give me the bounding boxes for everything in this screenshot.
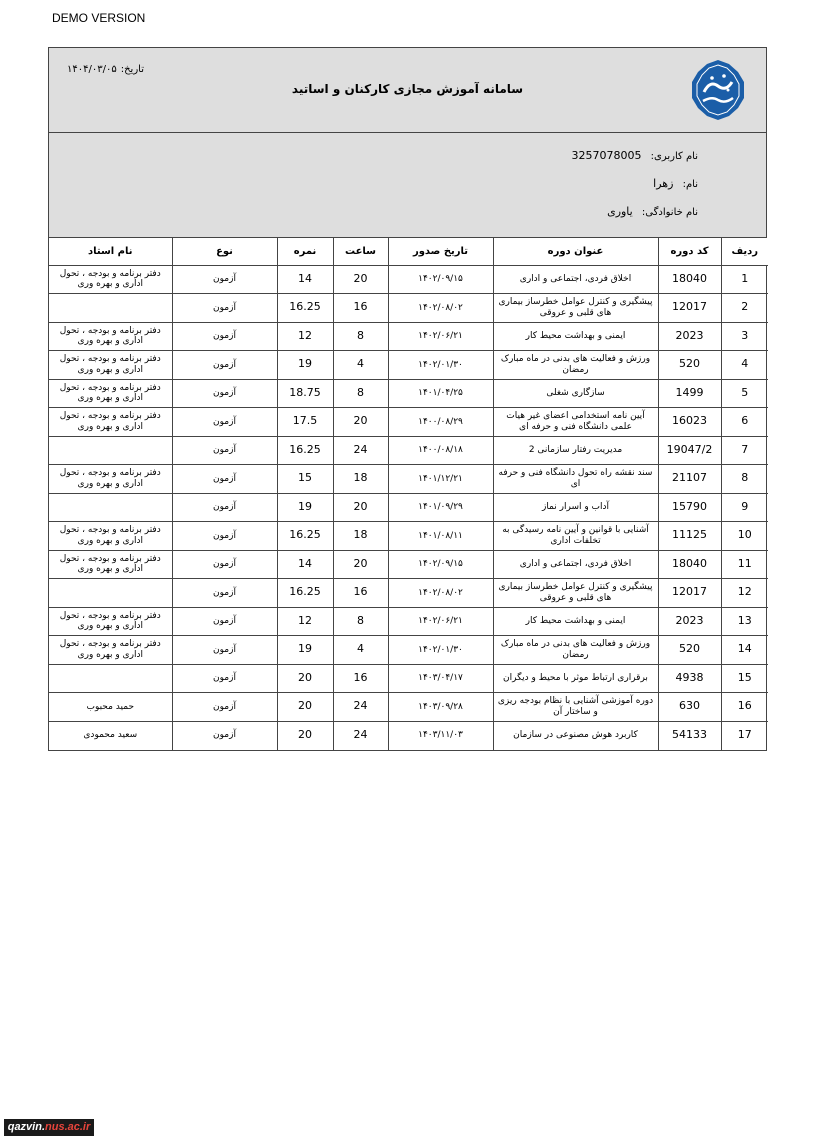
course-title-cell: دوره آموزشی آشنایی با نظام بودجه ریزی و ساختار آن bbox=[493, 693, 658, 722]
course-title-cell: اخلاق فردی، اجتماعی و اداری bbox=[493, 265, 658, 294]
table-row bbox=[49, 379, 768, 408]
score-cell: 17.5 bbox=[277, 408, 333, 437]
row-number-cell: 16 bbox=[721, 693, 768, 722]
course-code-cell: 54133 bbox=[658, 721, 721, 750]
teacher-cell bbox=[49, 664, 172, 693]
first-name-label: نام: bbox=[682, 179, 698, 190]
course-code-cell: 520 bbox=[658, 351, 721, 380]
score-cell: 14 bbox=[277, 265, 333, 294]
course-title-cell: آشنایی با قوانین و آیین نامه رسیدگی به تخلفات اداری bbox=[493, 522, 658, 551]
hours-cell: 16 bbox=[333, 294, 388, 323]
course-title-cell: سند نقشه راه تحول دانشگاه فنی و حرفه ای bbox=[493, 465, 658, 494]
score-cell: 18.75 bbox=[277, 379, 333, 408]
last-name-row bbox=[607, 205, 698, 218]
row-number-cell: 10 bbox=[721, 522, 768, 551]
row-number-cell: 6 bbox=[721, 408, 768, 437]
course-code-cell: 15790 bbox=[658, 493, 721, 522]
type-cell: آزمون bbox=[172, 465, 277, 494]
header-hours: ساعت bbox=[333, 238, 388, 265]
teacher-cell: حمید محبوب bbox=[49, 693, 172, 722]
user-info-panel bbox=[49, 133, 766, 238]
score-cell: 16.25 bbox=[277, 522, 333, 551]
issue-date-cell: ۱۴۰۰/۰۸/۲۹ bbox=[388, 408, 493, 437]
score-cell: 19 bbox=[277, 493, 333, 522]
row-number-cell: 14 bbox=[721, 636, 768, 665]
table-header-row bbox=[49, 238, 768, 265]
row-number-cell: 15 bbox=[721, 664, 768, 693]
table-row bbox=[49, 721, 768, 750]
teacher-cell: دفتر برنامه و بودجه ، تحول اداری و بهره وری bbox=[49, 636, 172, 665]
type-cell: آزمون bbox=[172, 664, 277, 693]
type-cell: آزمون bbox=[172, 607, 277, 636]
score-cell: 20 bbox=[277, 693, 333, 722]
type-cell: آزمون bbox=[172, 322, 277, 351]
type-cell: آزمون bbox=[172, 493, 277, 522]
course-title-cell: سازگاری شغلی bbox=[493, 379, 658, 408]
teacher-cell bbox=[49, 579, 172, 608]
demo-version-label: DEMO VERSION bbox=[52, 11, 146, 25]
issue-date-cell: ۱۴۰۱/۰۴/۲۵ bbox=[388, 379, 493, 408]
issue-date-cell: ۱۴۰۳/۱۱/۰۳ bbox=[388, 721, 493, 750]
table-row bbox=[49, 607, 768, 636]
score-cell: 19 bbox=[277, 351, 333, 380]
hours-cell: 16 bbox=[333, 579, 388, 608]
score-cell: 16.25 bbox=[277, 579, 333, 608]
table-row bbox=[49, 408, 768, 437]
teacher-cell: دفتر برنامه و بودجه ، تحول اداری و بهره وری bbox=[49, 265, 172, 294]
type-cell: آزمون bbox=[172, 379, 277, 408]
table-row bbox=[49, 322, 768, 351]
row-number-cell: 3 bbox=[721, 322, 768, 351]
course-code-cell: 4938 bbox=[658, 664, 721, 693]
site-footer-logo bbox=[4, 1119, 94, 1136]
type-cell: آزمون bbox=[172, 522, 277, 551]
score-cell: 15 bbox=[277, 465, 333, 494]
row-number-cell: 5 bbox=[721, 379, 768, 408]
teacher-cell: دفتر برنامه و بودجه ، تحول اداری و بهره وری bbox=[49, 379, 172, 408]
first-name-value: زهرا bbox=[653, 177, 674, 190]
username-row bbox=[571, 149, 698, 162]
issue-date-cell: ۱۴۰۱/۰۸/۱۱ bbox=[388, 522, 493, 551]
score-cell: 14 bbox=[277, 550, 333, 579]
hours-cell: 20 bbox=[333, 493, 388, 522]
issue-date-cell: ۱۴۰۲/۰۱/۳۰ bbox=[388, 351, 493, 380]
hours-cell: 24 bbox=[333, 436, 388, 465]
score-cell: 20 bbox=[277, 664, 333, 693]
score-cell: 20 bbox=[277, 721, 333, 750]
hours-cell: 18 bbox=[333, 465, 388, 494]
type-cell: آزمون bbox=[172, 721, 277, 750]
type-cell: آزمون bbox=[172, 636, 277, 665]
header-issue-date: تاریخ صدور bbox=[388, 238, 493, 265]
hours-cell: 8 bbox=[333, 607, 388, 636]
course-code-cell: 2023 bbox=[658, 607, 721, 636]
row-number-cell: 2 bbox=[721, 294, 768, 323]
course-code-cell: 11125 bbox=[658, 522, 721, 551]
report-header bbox=[49, 48, 766, 133]
course-title-cell: مدیریت رفتار سازمانی 2 bbox=[493, 436, 658, 465]
type-cell: آزمون bbox=[172, 693, 277, 722]
row-number-cell: 13 bbox=[721, 607, 768, 636]
type-cell: آزمون bbox=[172, 408, 277, 437]
issue-date-label: تاریخ: bbox=[120, 64, 144, 75]
table-row bbox=[49, 522, 768, 551]
table-row bbox=[49, 550, 768, 579]
course-title-cell: ورزش و فعالیت های بدنی در ماه مبارک رمضان bbox=[493, 351, 658, 380]
hours-cell: 20 bbox=[333, 550, 388, 579]
issue-date-cell: ۱۴۰۲/۰۹/۱۵ bbox=[388, 265, 493, 294]
issue-date-cell: ۱۴۰۲/۰۶/۲۱ bbox=[388, 607, 493, 636]
username-value: 3257078005 bbox=[571, 149, 642, 162]
score-cell: 19 bbox=[277, 636, 333, 665]
course-code-cell: 21107 bbox=[658, 465, 721, 494]
header-score: نمره bbox=[277, 238, 333, 265]
teacher-cell: دفتر برنامه و بودجه ، تحول اداری و بهره وری bbox=[49, 465, 172, 494]
teacher-cell: دفتر برنامه و بودجه ، تحول اداری و بهره وری bbox=[49, 408, 172, 437]
type-cell: آزمون bbox=[172, 550, 277, 579]
row-number-cell: 9 bbox=[721, 493, 768, 522]
hours-cell: 24 bbox=[333, 721, 388, 750]
issue-date-cell: ۱۴۰۲/۰۸/۰۲ bbox=[388, 294, 493, 323]
type-cell: آزمون bbox=[172, 265, 277, 294]
type-cell: آزمون bbox=[172, 351, 277, 380]
type-cell: آزمون bbox=[172, 294, 277, 323]
score-cell: 12 bbox=[277, 607, 333, 636]
course-code-cell: 12017 bbox=[658, 579, 721, 608]
header-course-title: عنوان دوره bbox=[493, 238, 658, 265]
table-row bbox=[49, 664, 768, 693]
course-title-cell: برقراری ارتباط موثر با محیط و دیگران bbox=[493, 664, 658, 693]
table-row bbox=[49, 265, 768, 294]
table-row bbox=[49, 636, 768, 665]
course-title-cell: پیشگیری و کنترل عوامل خطرساز بیماری های قلبی و عروقی bbox=[493, 579, 658, 608]
hours-cell: 16 bbox=[333, 664, 388, 693]
row-number-cell: 1 bbox=[721, 265, 768, 294]
course-title-cell: آیین نامه استخدامی اعضای غیر هیات علمی دانشگاه فنی و حرفه ای bbox=[493, 408, 658, 437]
issue-date-cell: ۱۴۰۰/۰۸/۱۸ bbox=[388, 436, 493, 465]
course-title-cell: ورزش و فعالیت های بدنی در ماه مبارک رمضان bbox=[493, 636, 658, 665]
teacher-cell: دفتر برنامه و بودجه ، تحول اداری و بهره وری bbox=[49, 351, 172, 380]
page-title: سامانه آموزش مجازی کارکنان و اساتید bbox=[291, 82, 524, 96]
course-code-cell: 2023 bbox=[658, 322, 721, 351]
issue-date-cell: ۱۴۰۱/۰۹/۲۹ bbox=[388, 493, 493, 522]
course-code-cell: 1499 bbox=[658, 379, 721, 408]
header-course-code: کد دوره bbox=[658, 238, 721, 265]
courses-table bbox=[49, 238, 768, 750]
last-name-value: یاوری bbox=[607, 205, 633, 218]
site-name: qazvin. bbox=[7, 1121, 46, 1133]
row-number-cell: 17 bbox=[721, 721, 768, 750]
row-number-cell: 7 bbox=[721, 436, 768, 465]
issue-date-cell: ۱۴۰۳/۰۴/۱۷ bbox=[388, 664, 493, 693]
course-title-cell: کاربرد هوش مصنوعی در سازمان bbox=[493, 721, 658, 750]
teacher-cell: دفتر برنامه و بودجه ، تحول اداری و بهره وری bbox=[49, 607, 172, 636]
table-row bbox=[49, 693, 768, 722]
table-row bbox=[49, 351, 768, 380]
issue-date-cell: ۱۴۰۲/۰۸/۰۲ bbox=[388, 579, 493, 608]
course-code-cell: 520 bbox=[658, 636, 721, 665]
course-title-cell: پیشگیری و کنترل عوامل خطرساز بیماری های قلبی و عروقی bbox=[493, 294, 658, 323]
teacher-cell bbox=[49, 294, 172, 323]
type-cell: آزمون bbox=[172, 579, 277, 608]
issue-date-cell: ۱۴۰۳/۰۹/۲۸ bbox=[388, 693, 493, 722]
hours-cell: 24 bbox=[333, 693, 388, 722]
teacher-cell bbox=[49, 436, 172, 465]
course-title-cell: آداب و اسرار نماز bbox=[493, 493, 658, 522]
course-code-cell: 630 bbox=[658, 693, 721, 722]
table-row bbox=[49, 465, 768, 494]
username-label: نام کاربری: bbox=[650, 151, 698, 162]
transcript-report bbox=[48, 47, 767, 751]
type-cell: آزمون bbox=[172, 436, 277, 465]
table-row bbox=[49, 436, 768, 465]
teacher-cell bbox=[49, 493, 172, 522]
course-title-cell: ایمنی و بهداشت محیط کار bbox=[493, 322, 658, 351]
header-teacher: نام استاد bbox=[49, 238, 172, 265]
course-code-cell: 12017 bbox=[658, 294, 721, 323]
course-code-cell: 18040 bbox=[658, 550, 721, 579]
hours-cell: 4 bbox=[333, 636, 388, 665]
teacher-cell: سعید محمودی bbox=[49, 721, 172, 750]
row-number-cell: 12 bbox=[721, 579, 768, 608]
course-code-cell: 19047/2 bbox=[658, 436, 721, 465]
issue-date-cell: ۱۴۰۲/۰۹/۱۵ bbox=[388, 550, 493, 579]
row-number-cell: 8 bbox=[721, 465, 768, 494]
teacher-cell: دفتر برنامه و بودجه ، تحول اداری و بهره وری bbox=[49, 322, 172, 351]
course-code-cell: 16023 bbox=[658, 408, 721, 437]
row-number-cell: 11 bbox=[721, 550, 768, 579]
issue-date bbox=[63, 64, 144, 75]
hours-cell: 20 bbox=[333, 408, 388, 437]
score-cell: 12 bbox=[277, 322, 333, 351]
header-row-number: ردیف bbox=[721, 238, 768, 265]
teacher-cell: دفتر برنامه و بودجه ، تحول اداری و بهره وری bbox=[49, 522, 172, 551]
issue-date-value: ۱۴۰۴/۰۳/۰۵ bbox=[67, 64, 117, 75]
table-row bbox=[49, 294, 768, 323]
hours-cell: 8 bbox=[333, 379, 388, 408]
hours-cell: 18 bbox=[333, 522, 388, 551]
row-number-cell: 4 bbox=[721, 351, 768, 380]
score-cell: 16.25 bbox=[277, 294, 333, 323]
teacher-cell: دفتر برنامه و بودجه ، تحول اداری و بهره وری bbox=[49, 550, 172, 579]
score-cell: 16.25 bbox=[277, 436, 333, 465]
hours-cell: 8 bbox=[333, 322, 388, 351]
hours-cell: 4 bbox=[333, 351, 388, 380]
issue-date-cell: ۱۴۰۱/۱۲/۲۱ bbox=[388, 465, 493, 494]
table-row bbox=[49, 579, 768, 608]
issue-date-cell: ۱۴۰۲/۰۶/۲۱ bbox=[388, 322, 493, 351]
hours-cell: 20 bbox=[333, 265, 388, 294]
header-type: نوع bbox=[172, 238, 277, 265]
issue-date-cell: ۱۴۰۲/۰۱/۳۰ bbox=[388, 636, 493, 665]
course-code-cell: 18040 bbox=[658, 265, 721, 294]
table-row bbox=[49, 493, 768, 522]
last-name-label: نام خانوادگی: bbox=[641, 207, 698, 218]
first-name-row bbox=[653, 177, 698, 190]
course-title-cell: اخلاق فردی، اجتماعی و اداری bbox=[493, 550, 658, 579]
site-domain: nus.ac.ir bbox=[45, 1121, 91, 1133]
course-title-cell: ایمنی و بهداشت محیط کار bbox=[493, 607, 658, 636]
